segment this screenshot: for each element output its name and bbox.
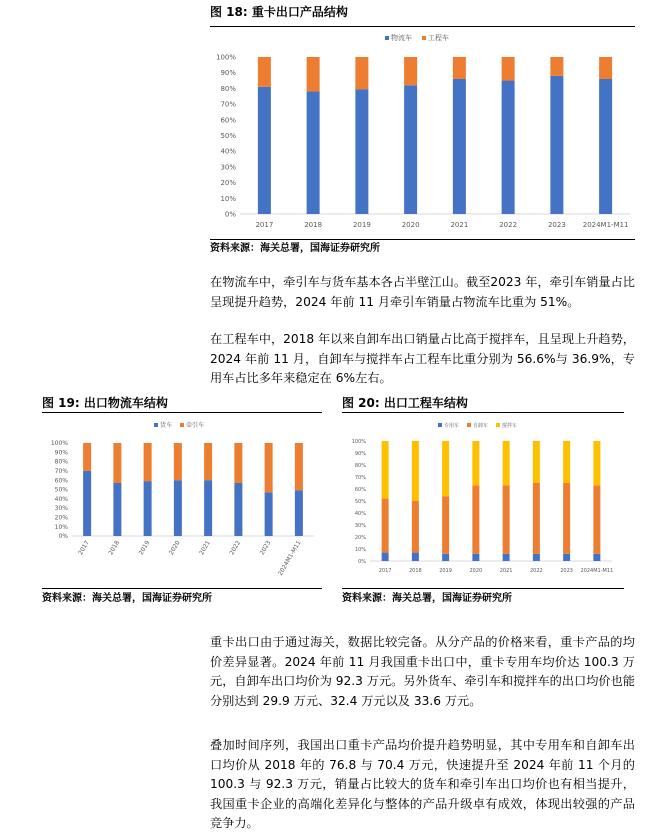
fig18-bar-物流车-2020 (404, 85, 417, 214)
fig19-ytick: 50% (54, 486, 68, 494)
fig20-bar-专用车-2022 (533, 554, 540, 561)
fig18-xtick: 2017 (255, 221, 274, 229)
fig18-ytick: 10% (220, 194, 236, 203)
fig18-ytick: 90% (220, 69, 236, 78)
fig19-bar-牵引车-2019 (144, 443, 152, 481)
fig18-xtick: 2021 (450, 221, 469, 229)
fig19-ytick: 0% (58, 533, 68, 541)
fig19-ytick: 80% (54, 458, 68, 466)
fig20-bar-自卸车-2017 (382, 499, 389, 553)
fig19-bar-货车-2019 (144, 481, 152, 536)
fig20-ytick: 100% (351, 438, 366, 445)
fig19-bar-牵引车-2022 (234, 443, 242, 483)
fig20-legend-swatch (496, 423, 500, 427)
fig18-bar-物流车-2018 (307, 92, 320, 214)
fig18-ytick: 50% (220, 131, 236, 140)
fig20-xtick: 2024M1-M11 (580, 568, 614, 574)
fig20-bar-搅拌车-2019 (442, 441, 449, 496)
fig18-ytick: 80% (220, 84, 236, 93)
fig20-chart (342, 416, 624, 584)
fig20-legend-swatch (438, 423, 442, 427)
fig19-chart (42, 416, 322, 584)
fig20-xtick: 2022 (530, 568, 543, 574)
fig20-bar-专用车-2020 (472, 554, 479, 561)
fig19-bar-牵引车-2017 (83, 443, 91, 471)
fig20-ytick: 80% (354, 462, 366, 469)
fig19-bar-货车-2024M1-M11 (295, 490, 303, 536)
fig19-ytick: 100% (50, 440, 68, 448)
fig20-legend-swatch (467, 423, 471, 427)
fig18-bar-物流车-2024M1-M11 (599, 79, 612, 214)
fig20-bar-搅拌车-2024M1-M11 (593, 441, 600, 485)
fig18-bottom-rule (210, 239, 635, 240)
fig20-ytick: 40% (354, 510, 366, 517)
fig20-bar-搅拌车-2017 (382, 441, 389, 499)
fig19-legend-swatch (180, 423, 184, 427)
fig18-ytick: 60% (220, 116, 236, 125)
fig19-bar-牵引车-2021 (204, 443, 212, 480)
fig19-ytick: 60% (54, 477, 68, 485)
fig18-legend-swatch (422, 36, 426, 40)
fig19-bar-货车-2022 (234, 483, 242, 536)
fig20-bar-自卸车-2024M1-M11 (593, 485, 600, 553)
fig18-ytick: 100% (215, 53, 236, 62)
fig20-top-rule (342, 412, 624, 413)
fig20-legend-label: 自卸车 (473, 423, 489, 429)
fig20-bar-搅拌车-2023 (563, 441, 570, 483)
fig20-title: 图 20: 出口工程车结构 (342, 396, 468, 410)
fig19-bar-牵引车-2018 (113, 443, 121, 483)
fig19-bar-牵引车-2024M1-M11 (295, 443, 303, 490)
fig20-ytick: 90% (354, 450, 366, 457)
paragraph-logistics: 在物流车中，牵引车与货车基本各占半壁江山。截至2023 年，牵引车销量占比呈现提升趋势，2024 年前 11 月牵引车销量占物流车比重为 51%。 (210, 275, 635, 309)
fig20-source: 资料来源：海关总署，国海证券研究所 (342, 593, 512, 604)
fig20-xtick: 2021 (499, 568, 513, 574)
fig20-bar-自卸车-2019 (442, 496, 449, 554)
fig18-bar-工程车-2019 (355, 57, 368, 89)
fig20-bar-搅拌车-2021 (503, 441, 510, 485)
fig18-bar-工程车-2018 (307, 57, 320, 92)
fig19-bar-货车-2023 (265, 492, 273, 536)
fig18-xtick: 2023 (547, 221, 566, 229)
fig18-legend-swatch (385, 36, 389, 40)
fig19-ytick: 90% (54, 449, 68, 457)
fig19-ytick: 10% (54, 523, 68, 531)
fig18-bar-工程车-2024M1-M11 (599, 57, 612, 79)
fig20-xtick: 2018 (409, 568, 422, 574)
fig20-bar-专用车-2018 (412, 553, 419, 561)
fig19-bar-货车-2017 (83, 471, 91, 536)
fig18-xtick: 2018 (304, 221, 323, 229)
fig18-ytick: 0% (224, 210, 236, 219)
fig20-ytick: 70% (354, 474, 366, 481)
fig19-ytick: 70% (54, 468, 68, 475)
fig18-source: 资料来源：海关总署，国海证券研究所 (210, 243, 380, 254)
fig19-bar-货车-2021 (204, 480, 212, 536)
fig18-xtick: 2019 (352, 221, 371, 229)
fig20-ytick: 30% (354, 522, 366, 529)
fig19-bar-货车-2018 (113, 483, 121, 536)
fig19-xtick: 2023 (258, 539, 273, 557)
fig20-legend-label: 专用车 (444, 423, 460, 429)
fig19-xtick: 2017 (77, 539, 91, 557)
fig19-bar-牵引车-2023 (265, 443, 273, 492)
fig20-xtick: 2023 (560, 568, 573, 574)
fig18-bar-物流车-2017 (258, 87, 271, 214)
fig20-bar-自卸车-2022 (533, 483, 540, 554)
fig20-legend-label: 搅拌车 (502, 423, 518, 429)
fig20-bar-专用车-2021 (503, 554, 510, 561)
fig18-xtick: 2020 (401, 221, 420, 229)
fig19-xtick: 2022 (228, 539, 243, 557)
paragraph-engineering: 在工程车中，2018 年以来自卸车出口销量占比高于搅拌车，且呈现上升趋势，2024 年前 11 月，自卸车与搅拌车占工程车比重分别为 56.6%与 36.9%，专用车占比多年来稳定在 6%左右。 (210, 332, 635, 385)
fig19-legend-label: 货车 (160, 422, 173, 429)
fig19-title: 图 19: 出口物流车结构 (42, 396, 168, 410)
fig19-xtick: 2020 (167, 539, 182, 557)
fig18-bar-物流车-2021 (453, 79, 466, 214)
fig18-ytick: 20% (220, 179, 236, 188)
fig18-bar-物流车-2023 (550, 76, 563, 214)
fig20-ytick: 50% (354, 498, 366, 505)
fig20-xtick: 2019 (439, 568, 452, 574)
fig20-ytick: 10% (354, 546, 366, 553)
fig19-bottom-rule (42, 588, 322, 589)
fig19-xtick: 2018 (107, 539, 122, 557)
paragraph-prices: 重卡出口由于通过海关，数据比较完备。从分产品的价格来看，重卡产品的均价差异显著。2024 年前 11 月我国重卡出口中，重卡专用车均价达 100.3 万元，自卸车出口均价为 92.3 万元。另外货车、牵引车和搅拌车的出口均价也能分别达到 29.9 万元、32.4 万元以及 33.6 万元。 (210, 635, 635, 708)
fig18-chart (210, 30, 635, 235)
paragraph-trend: 叠加时间序列，我国出口重卡产品均价提升趋势明显，其中专用车和自卸车出口均价从 2018 年的 76.8 与 70.4 万元，快速提升至 2024 年前 11 个月的 100.3 与 92.3 万元，销量占比较大的货车和牵引车出口均价也有相当提升，我国重卡企业的高端化差异化与整体的产品升级卓有成效，体现出较强的产品竞争力。 (210, 738, 635, 830)
fig19-legend-swatch (154, 423, 158, 427)
fig18-xtick: 2022 (499, 221, 518, 229)
fig19-ytick: 40% (54, 495, 68, 503)
fig19-bar-货车-2020 (174, 480, 182, 536)
fig19-ytick: 30% (54, 505, 68, 513)
fig20-bar-专用车-2017 (382, 553, 389, 561)
fig20-xtick: 2017 (378, 568, 392, 574)
fig18-ytick: 70% (220, 100, 236, 109)
fig18-top-rule (210, 26, 635, 27)
fig20-bar-自卸车-2021 (503, 485, 510, 553)
fig19-xtick: 2024M1-M11 (276, 539, 303, 577)
fig18-bar-工程车-2020 (404, 57, 417, 85)
fig20-bar-专用车-2019 (442, 554, 449, 561)
fig20-bar-自卸车-2023 (563, 483, 570, 554)
fig19-top-rule (42, 412, 322, 413)
fig19-xtick: 2019 (137, 539, 152, 557)
fig18-legend-label: 工程车 (428, 34, 449, 42)
fig19-bar-牵引车-2020 (174, 443, 182, 480)
fig19-legend-label: 牵引车 (186, 422, 205, 429)
fig20-bar-专用车-2023 (563, 554, 570, 561)
fig20-bar-搅拌车-2022 (533, 441, 540, 483)
fig18-bar-工程车-2023 (550, 57, 563, 76)
fig18-ytick: 40% (220, 147, 236, 156)
fig20-xtick: 2020 (469, 568, 483, 574)
fig19-ytick: 20% (54, 514, 68, 522)
fig20-ytick: 20% (354, 534, 366, 541)
fig20-bar-搅拌车-2020 (472, 441, 479, 485)
fig20-ytick: 0% (358, 558, 366, 565)
fig18-bar-工程车-2017 (258, 57, 271, 87)
fig20-bar-自卸车-2018 (412, 501, 419, 553)
fig18-bar-工程车-2022 (502, 57, 515, 81)
fig18-bar-物流车-2022 (502, 81, 515, 214)
fig20-bottom-rule (342, 588, 624, 589)
fig20-ytick: 60% (354, 486, 366, 493)
fig20-bar-搅拌车-2018 (412, 441, 419, 501)
fig20-bar-自卸车-2020 (472, 485, 479, 553)
fig20-bar-专用车-2024M1-M11 (593, 554, 600, 561)
fig18-legend-label: 物流车 (391, 34, 412, 42)
fig18-bar-物流车-2019 (355, 89, 368, 214)
fig18-bar-工程车-2021 (453, 57, 466, 79)
fig19-xtick: 2021 (198, 539, 212, 557)
fig19-source: 资料来源：海关总署，国海证券研究所 (42, 593, 212, 604)
fig18-ytick: 30% (220, 163, 236, 172)
fig18-title: 图 18: 重卡出口产品结构 (210, 5, 348, 19)
fig18-xtick: 2024M1-M11 (582, 221, 629, 229)
